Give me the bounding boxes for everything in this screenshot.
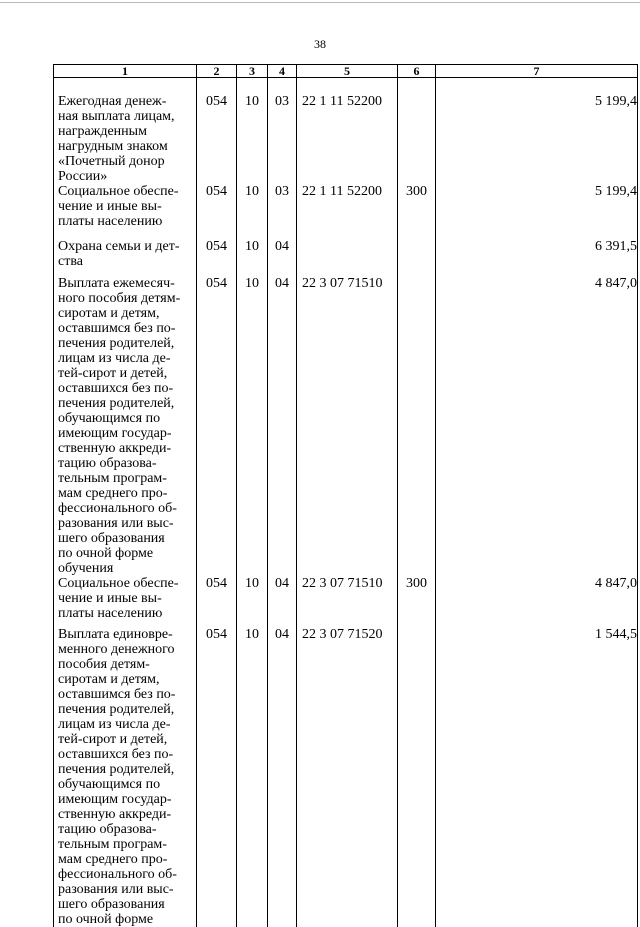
cell-col4: 04 bbox=[268, 627, 297, 927]
cell-col5: 22 1 11 52200 bbox=[297, 184, 398, 239]
cell-col6 bbox=[398, 276, 436, 576]
cell-amount: 5 199,4 bbox=[436, 78, 638, 185]
column-header: 5 bbox=[297, 65, 398, 78]
cell-col6: 300 bbox=[398, 576, 436, 627]
budget-table bbox=[53, 64, 638, 927]
page-number: 38 bbox=[314, 37, 326, 51]
cell-col2: 054 bbox=[197, 239, 237, 276]
cell-col2: 054 bbox=[197, 627, 237, 927]
cell-amount: 4 847,0 bbox=[436, 576, 638, 627]
cell-col4: 04 bbox=[268, 239, 297, 276]
cell-col5 bbox=[297, 239, 398, 276]
cell-col6 bbox=[398, 239, 436, 276]
row-name: Социальное обеспе- чение и иные вы- платы населению bbox=[54, 184, 197, 239]
row-name: Охрана семьи и дет- ства bbox=[54, 239, 197, 276]
cell-col3: 10 bbox=[237, 576, 268, 627]
cell-col3: 10 bbox=[237, 78, 268, 185]
cell-col3: 10 bbox=[237, 276, 268, 576]
cell-col2: 054 bbox=[197, 184, 237, 239]
column-header: 7 bbox=[436, 65, 638, 78]
row-name: Выплата ежемесяч- ного пособия детям- сиротам и детям, оставшимся без по- печения родителей, лицам из числа де- тей-сирот и детей, оставшихся без по- печения родителей, обучающимся по имеющим государ- ственную аккреди- тацию образова- тельным програм- мам среднего про- фессионального об- разования или выс- шего образования по очной форме обучения bbox=[54, 276, 197, 576]
cell-col4: 03 bbox=[268, 184, 297, 239]
table-row bbox=[54, 78, 638, 185]
column-header: 6 bbox=[398, 65, 436, 78]
cell-col6: 300 bbox=[398, 184, 436, 239]
scan-top-edge bbox=[0, 2, 640, 3]
cell-amount: 5 199,4 bbox=[436, 184, 638, 239]
cell-col5: 22 3 07 71520 bbox=[297, 627, 398, 927]
cell-col4: 03 bbox=[268, 78, 297, 185]
row-name: Выплата единовре- менного денежного пособия детям- сиротам и детям, оставшимся без по- печения родителей, лицам из числа де- тей-сирот и детей, оставшихся без по- печения родителей, обучающимся по имеющим государ- ственную аккреди- тацию образова- тельным програм- мам среднего про- фессионального об- разования или выс- шего образования по очной форме bbox=[54, 627, 197, 927]
table-row bbox=[54, 276, 638, 576]
column-header: 4 bbox=[268, 65, 297, 78]
cell-amount: 4 847,0 bbox=[436, 276, 638, 576]
table-row bbox=[54, 239, 638, 276]
cell-col2: 054 bbox=[197, 276, 237, 576]
cell-col2: 054 bbox=[197, 78, 237, 185]
cell-col3: 10 bbox=[237, 184, 268, 239]
row-name: Социальное обеспе- чение и иные вы- платы населению bbox=[54, 576, 197, 627]
table-row bbox=[54, 627, 638, 927]
table-row bbox=[54, 576, 638, 627]
cell-col3: 10 bbox=[237, 627, 268, 927]
cell-col2: 054 bbox=[197, 576, 237, 627]
cell-amount: 6 391,5 bbox=[436, 239, 638, 276]
cell-col4: 04 bbox=[268, 276, 297, 576]
column-header: 1 bbox=[54, 65, 197, 78]
cell-col4: 04 bbox=[268, 576, 297, 627]
cell-col5: 22 3 07 71510 bbox=[297, 576, 398, 627]
cell-amount: 1 544,5 bbox=[436, 627, 638, 927]
table-header-row bbox=[54, 65, 638, 78]
column-header: 2 bbox=[197, 65, 237, 78]
row-name: Ежегодная денеж- ная выплата лицам, награжденным нагрудным знаком «Почетный донор России» bbox=[54, 78, 197, 185]
cell-col6 bbox=[398, 627, 436, 927]
table-row bbox=[54, 184, 638, 239]
cell-col3: 10 bbox=[237, 239, 268, 276]
cell-col5: 22 3 07 71510 bbox=[297, 276, 398, 576]
cell-col5: 22 1 11 52200 bbox=[297, 78, 398, 185]
cell-col6 bbox=[398, 78, 436, 185]
column-header: 3 bbox=[237, 65, 268, 78]
